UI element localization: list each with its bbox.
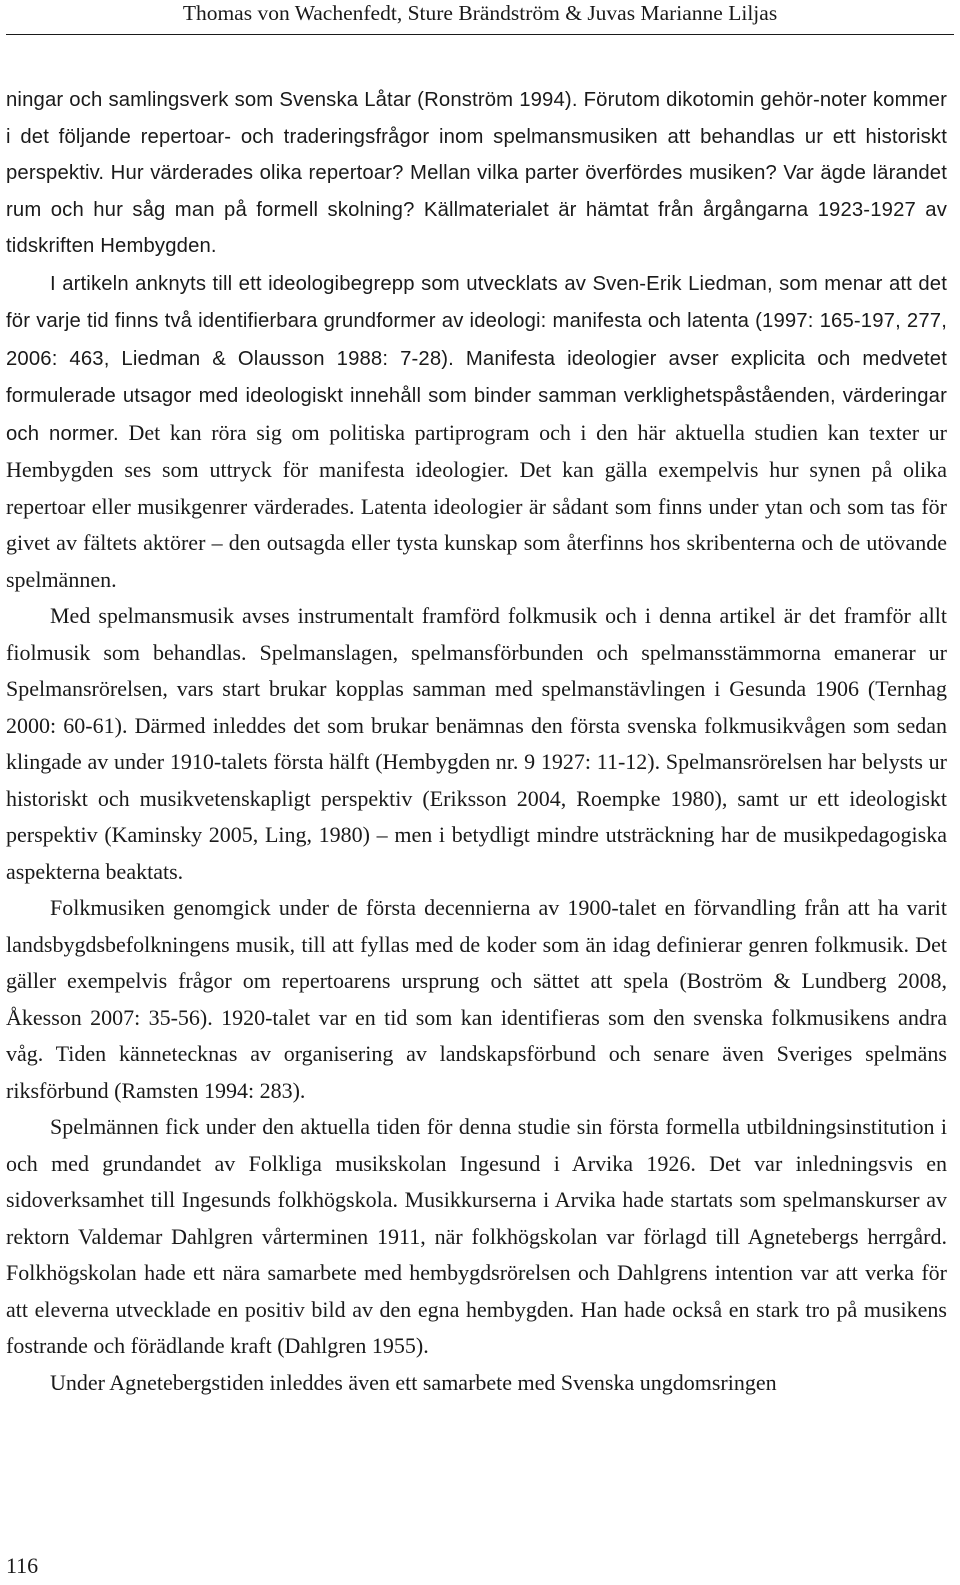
page-number: 116 bbox=[6, 1553, 39, 1578]
paragraph-6: Under Agnetebergstiden inleddes även ett samarbete med Svenska ungdomsringen bbox=[50, 1369, 777, 1395]
paragraph-4: Folkmusiken genomgick under de första decennierna av 1900-talet en förvandling från att ha varit landsbygdsbefolkningens musik, till att fyllas med de koder som än idag definierar genren folkmusik. Det gäller exempelvis frågor om repertoarens ursprung och sättet att spela (Boström & Lundberg 2008, Åkesson 2007: 35-56). 1920-talet var en tid som kan identifieras som den svenska folkmusikens andra våg. Tiden kännetecknas av organisering av landskapsförbund och senare även Sveriges spelmäns riksförbund (Ramsten 1994: 283). bbox=[6, 895, 947, 1103]
running-head: Thomas von Wachenfedt, Sture Brändström & Juvas Marianne Liljas bbox=[182, 1, 778, 25]
paragraph-5: Spelmännen fick under den aktuella tiden för denna studie sin första formella utbildningsinstitution i och med grundandet av Folkliga musikskolan Ingesund i Arvika 1926. Det var inledningsvis en sidoverksamhet till Ingesunds folkhögskola. Musikkurserna i Arvika hade startats som spelmanskurser av rektorn Valdemar Dahlgren vårterminen 1911, när folkhögskolan var förlagd till Agnetebergs herrgård. Folkhögskolan hade ett nära samarbete med hembygdsrörelsen och Dahlgrens intention var att verka för att eleverna utvecklade en positiv bild av den egna hembygden. Han hade också en stark tro på musikens fostrande och förädlande kraft (Dahlgren 1955). bbox=[6, 1114, 947, 1358]
paragraph-2-sans-part: I artikeln anknyts till ett ideologibegrepp som utvecklats av Sven-Erik Liedman, som menar att det för varje tid finns två identifierbara grundformer av ideologi: manifesta och latenta (1997: 165-197, 277, 2006: 463, Liedman & Olausson 1988: 7-28). Manifesta ideologier avser explicita och medvetet formulerade utsagor med ideologiskt innehåll som binder samman verklighetspåståenden, värderingar och normer. bbox=[6, 272, 947, 445]
paragraph-2-serif-part: Det kan röra sig om politiska partiprogram och i den här aktuella studien kan texter ur Hembygden ses som uttryck för manifesta ideologier. Det kan gälla exempelvis hur synen på olika repertoar eller musikgenrer värderades. Latenta ideologier är sådant som finns under ytan och som tas för givet av fältets aktörer – den outsagda eller tysta kunskap som återfinns hos skribenterna och de utövande spelmännen. bbox=[6, 419, 948, 592]
paragraph-2 bbox=[6, 265, 947, 599]
header-rule bbox=[6, 34, 954, 35]
paragraph-3: Med spelmansmusik avses instrumentalt framförd folkmusik och i denna artikel är det framför allt fiolmusik som behandlas. Spelmanslagen, spelmansförbunden och spelmansstämmorna emanerar ur Spelmansrörelsen, vars start brukar kopplas samman med spelmanstävlingen i Gesunda 1906 (Ternhag 2000: 60-61). Därmed inleddes det som brukar benämnas den första svenska folkmusikvågen som sedan klingade av under 1910-talets första hälft (Hembygden nr. 9 1927: 11-12). Spelmansrörelsen har belysts ur historiskt och musikvetenskapligt perspektiv (Eriksson 2004, Roempke 1980), samt ur ett ideologiskt perspektiv (Kaminsky 2005, Ling, 1980) – men i betydligt mindre utsträckning har de musikpedagogiska aspekterna beaktats. bbox=[6, 603, 947, 884]
body-text bbox=[6, 82, 947, 1401]
paragraph-1: ningar och samlingsverk som Svenska Låtar (Ronström 1994). Förutom dikotomin gehör-noter kommer i det följande repertoar- och traderingsfrågor inom spelmansmusiken att behandlas ur ett historiskt perspektiv. Hur värderades olika repertoar? Mellan vilka parter överfördes musiken? Var ägde lärandet rum och hur såg man på formell skolning? Källmaterialet är hämtat från årgångarna 1923-1927 av tidskriften Hembygden. bbox=[6, 89, 947, 257]
